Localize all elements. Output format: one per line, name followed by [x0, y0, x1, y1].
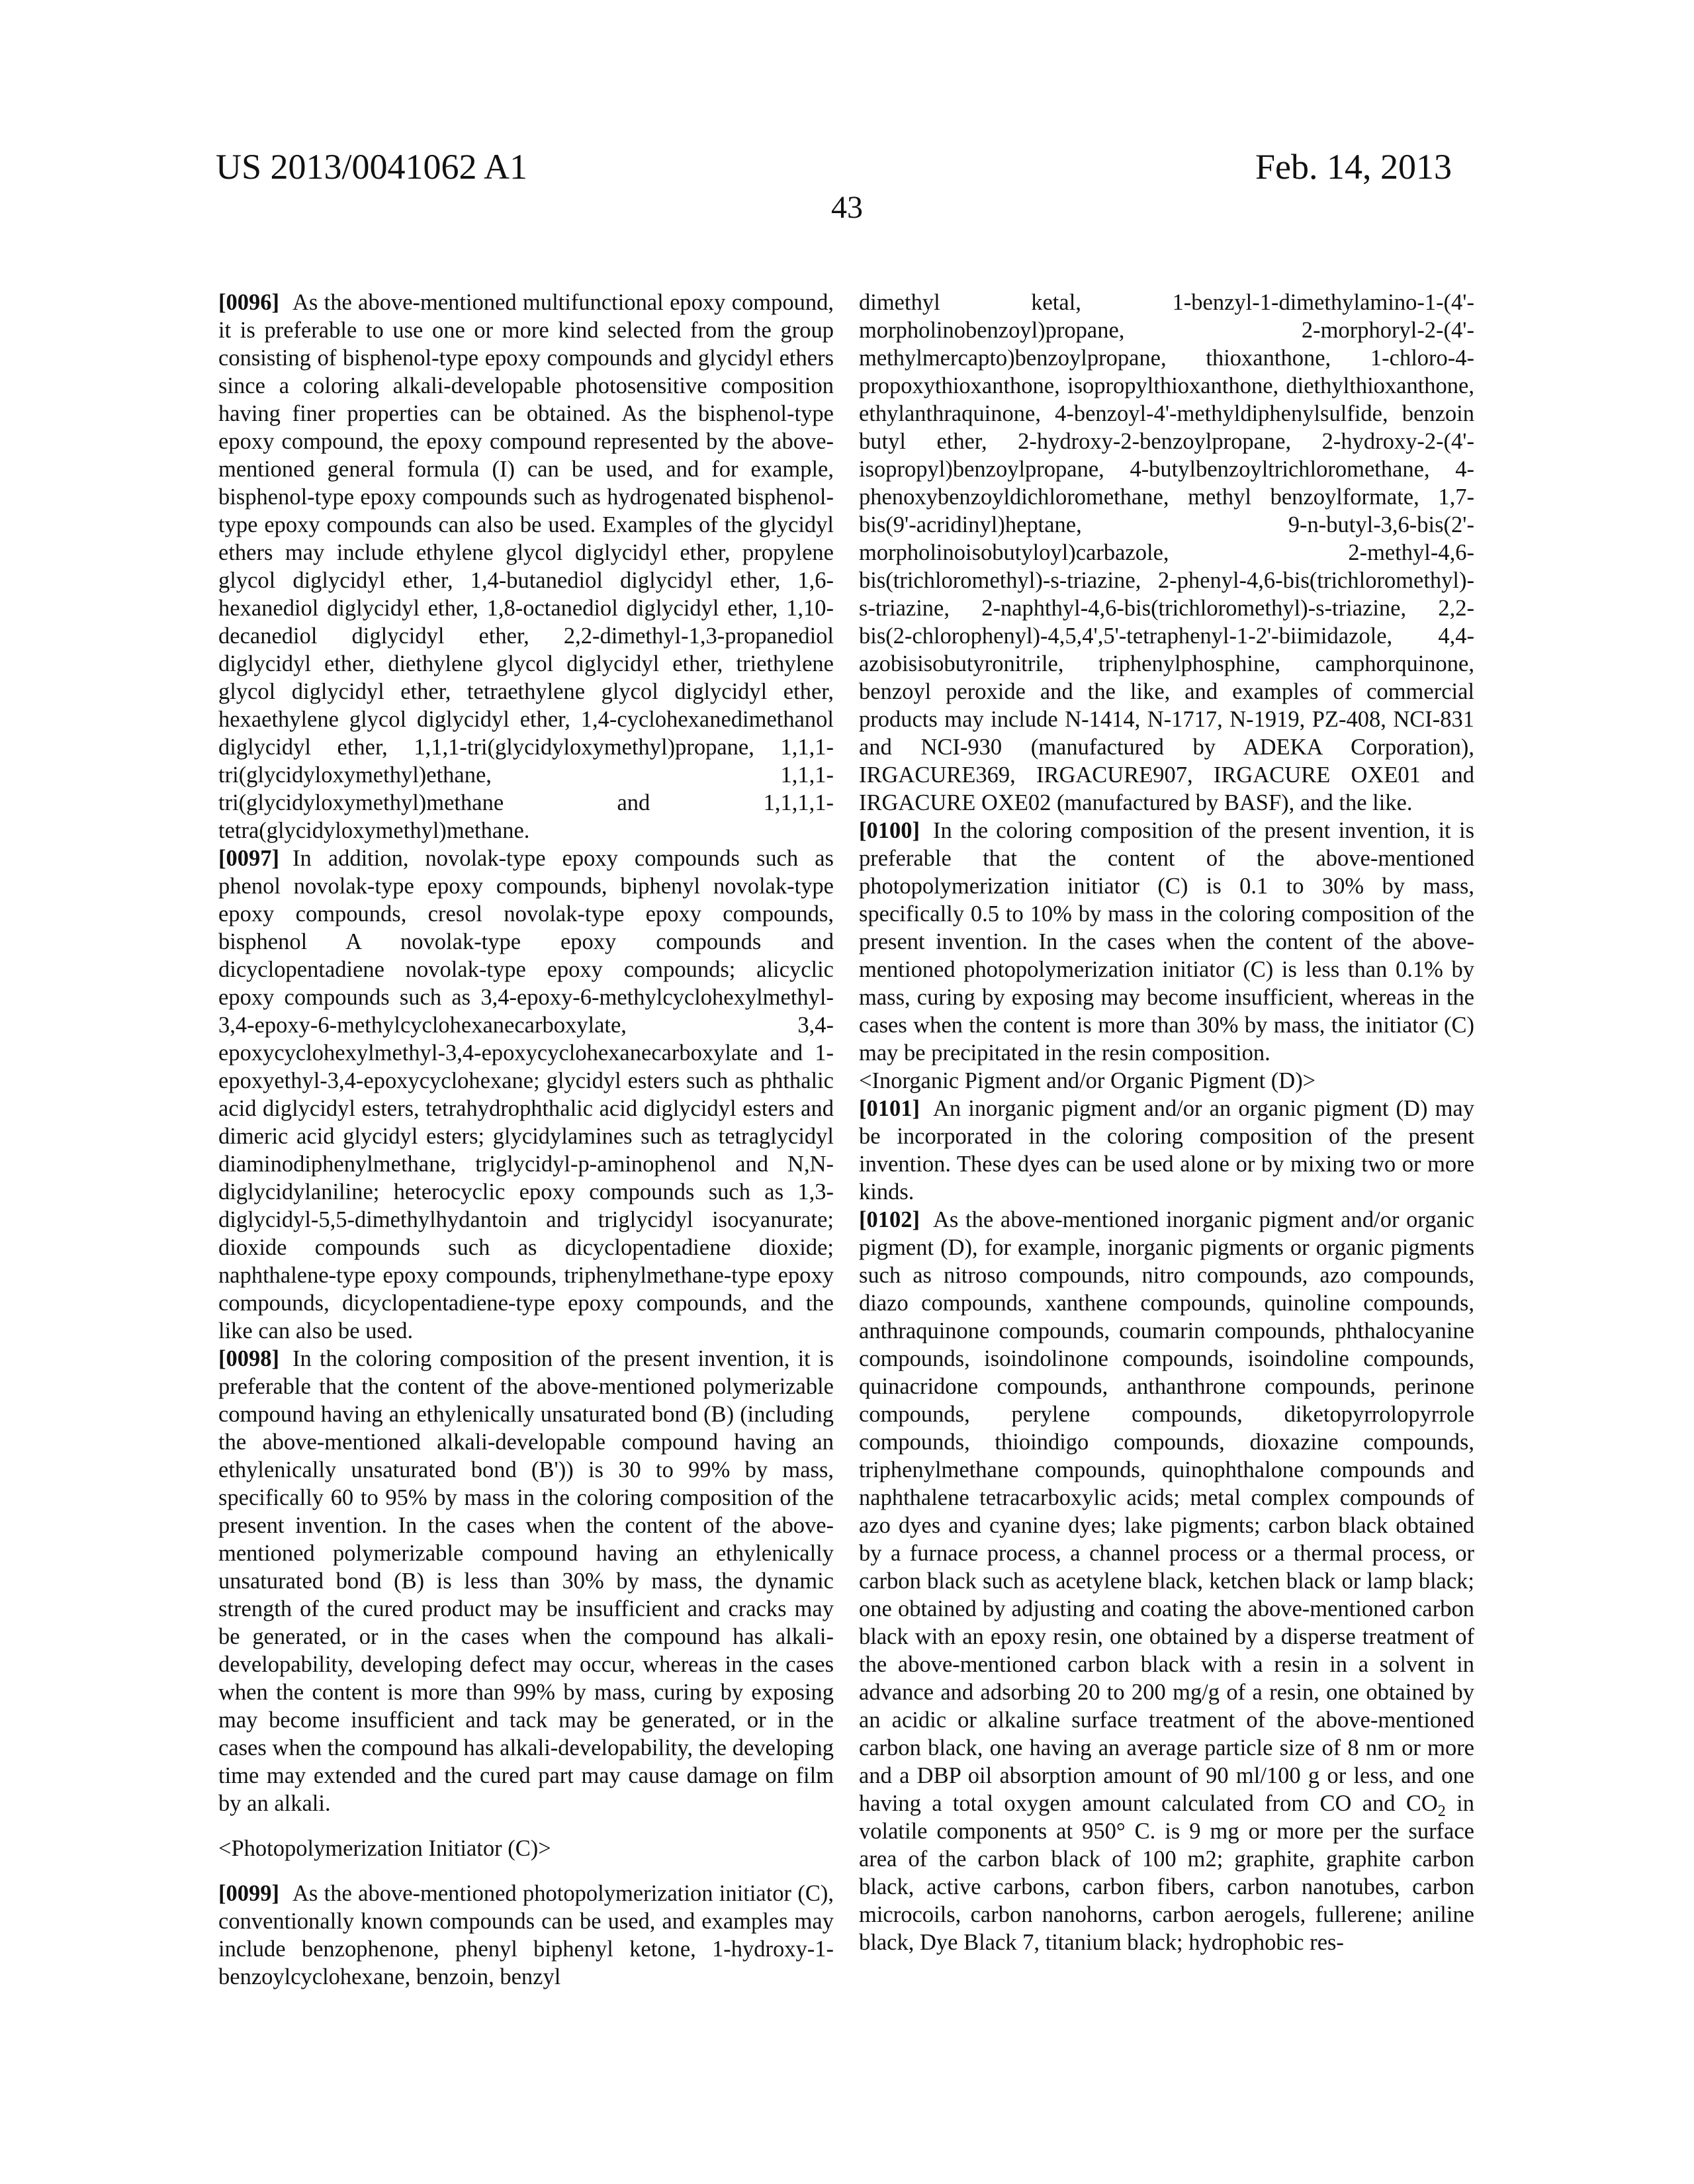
paragraph-text: As the above-mentioned multifunctional epoxy compound, it is preferable to use one or more kind selected from the group consisting of bisphenol-type epoxy compounds and glycidyl ethers since a coloring alkali-developable photosensitive composition having finer properties can be obtained. As the bisphenol-type epoxy compound, the epoxy compound represented by the above-mentioned general formula (I) can be used, and for example, bisphenol-type epoxy compounds such as hydrogenated bisphenol-type epoxy compounds can also be used. Examples of the glycidyl ethers may include ethylene glycol diglycidyl ether, propylene glycol diglycidyl ether, 1,4-butanediol diglycidyl ether, 1,6-hexanediol diglycidyl ether, 1,8-octanediol diglycidyl ether, 1,10-decanediol diglycidyl ether, 2,2-dimethyl-1,3-propanediol diglycidyl ether, diethylene glycol diglycidyl ether, triethylene glycol diglycidyl ether, tetraethylene glycol diglycidyl ether, hexaethylene glycol diglycidyl ether, 1,4-cyclohexanedimethanol diglycidyl ether, 1,1,1-tri(glycidyloxymethyl)propane, 1,1,1-tri(glycidyloxymethyl)ethane, 1,1,1-tri(glycidyloxymethyl)methane and 1,1,1,1-tetra(glycidyloxymethyl)methane. [218, 290, 834, 843]
patent-page [0, 0, 1694, 2184]
publication-number: US 2013/0041062 A1 [216, 147, 527, 187]
paragraph-text: In addition, novolak-type epoxy compounds such as phenol novolak-type epoxy compounds, biphenyl novolak-type epoxy compounds, cresol novolak-type epoxy compounds, bisphenol A novolak-type epoxy compounds and dicyclopentadiene novolak-type epoxy compounds; alicyclic epoxy compounds such as 3,4-epoxy-6-methylcyclohexylmethyl-3,4-epoxy-6-methylcyclohexanecarboxylate, 3,4-epoxycyclohexylmethyl-3,4-epoxycyclohexanecarboxylate and 1-epoxyethyl-3,4-epoxycyclohexane; glycidyl esters such as phthalic acid diglycidyl esters, tetrahydrophthalic acid diglycidyl esters and dimeric acid glycidyl esters; glycidylamines such as tetraglycidyl diaminodiphenylmethane, triglycidyl-p-aminophenol and N,N-diglycidylaniline; heterocyclic epoxy compounds such as 1,3-diglycidyl-5,5-dimethylhydantoin and triglycidyl isocyanurate; dioxide compounds such as dicyclopentadiene dioxide; naphthalene-type epoxy compounds, triphenylmethane-type epoxy compounds, dicyclopentadiene-type epoxy compounds, and the like can also be used. [218, 846, 834, 1343]
paragraph-text-continued: in volatile components at 950° C. is 9 mg or more per the surface area of the carbon black of 100 m2; graphite, graphite carbon black, active carbons, carbon fibers, carbon nanotubes, carbon microcoils, carbon nanohorns, carbon aerogels, fullerene; aniline black, Dye Black 7, titanium black; hydrophobic res- [859, 1791, 1474, 1955]
left-column [218, 289, 834, 1991]
paragraph-number: [0097] [218, 846, 279, 871]
page-number: 43 [0, 189, 1694, 226]
paragraph-0096 [218, 289, 834, 844]
paragraph-0099 [218, 1880, 834, 1991]
paragraph-text: As the above-mentioned inorganic pigment and/or organic pigment (D), for example, inorganic pigments or organic pigments such as nitroso compounds, nitro compounds, azo compounds, diazo compounds, xanthene compounds, quinoline compounds, anthraquinone compounds, coumarin compounds, phthalocyanine compounds, isoindolinone compounds, isoindoline compounds, quinacridone compounds, anthanthrone compounds, perinone compounds, perylene compounds, diketopyrrolopyrrole compounds, thioindigo compounds, dioxazine compounds, triphenylmethane compounds, quinophthalone compounds and naphthalene tetracarboxylic acids; metal complex compounds of azo dyes and cyanine dyes; lake pigments; carbon black obtained by a furnace process, a channel process or a thermal process, or carbon black such as acetylene black, ketchen black or lamp black; one obtained by adjusting and coating the above-mentioned carbon black with an epoxy resin, one obtained by a disperse treatment of the above-mentioned carbon black with a resin in a solvent in advance and adsorbing 20 to 200 mg/g of a resin, one obtained by an acidic or alkaline surface treatment of the above-mentioned carbon black, one having an average particle size of 8 nm or more and a DBP oil absorption amount of 90 ml/100 g or less, and one having a total oxygen amount calculated from CO and CO [859, 1207, 1474, 1816]
paragraph-number: [0098] [218, 1346, 279, 1371]
section-heading-photopolymerization-initiator: <Photopolymerization Initiator (C)> [218, 1835, 834, 1862]
section-heading-pigment: <Inorganic Pigment and/or Organic Pigment (D)> [859, 1067, 1474, 1095]
paragraph-0102 [859, 1206, 1474, 1956]
paragraph-number: [0099] [218, 1881, 279, 1906]
paragraph-0098 [218, 1345, 834, 1817]
paragraph-text: An inorganic pigment and/or an organic pigment (D) may be incorporated in the coloring composition of the present invention. These dyes can be used alone or by mixing two or more kinds. [859, 1096, 1474, 1205]
paragraph-number: [0101] [859, 1096, 920, 1121]
paragraph-0099-continued: dimethyl ketal, 1-benzyl-1-dimethylamino-1-(4'-morpholinobenzoyl)propane, 2-morphoryl-2-(4'-methylmercapto)benzoylpropane, thioxanthone, 1-chloro-4-propoxythioxanthone, isopropylthioxanthone, diethylthioxanthone, ethylanthraquinone, 4-benzoyl-4'-methyldiphenylsulfide, benzoin butyl ether, 2-hydroxy-2-benzoylpropane, 2-hydroxy-2-(4'-isopropyl)benzoylpropane, 4-butylbenzoyltrichloromethane, 4-phenoxybenzoyldichloromethane, methyl benzoylformate, 1,7-bis(9'-acridinyl)heptane, 9-n-butyl-3,6-bis(2'-morpholinoisobutyloyl)carbazole, 2-methyl-4,6-bis(trichloromethyl)-s-triazine, 2-phenyl-4,6-bis(trichloromethyl)-s-triazine, 2-naphthyl-4,6-bis(trichloromethyl)-s-triazine, 2,2-bis(2-chlorophenyl)-4,5,4',5'-tetraphenyl-1-2'-biimidazole, 4,4-azobisisobutyronitrile, triphenylphosphine, camphorquinone, benzoyl peroxide and the like, and examples of commercial products may include N-1414, N-1717, N-1919, PZ-408, NCI-831 and NCI-930 (manufactured by ADEKA Corporation), IRGACURE369, IRGACURE907, IRGACURE OXE01 and IRGACURE OXE02 (manufactured by BASF), and the like. [859, 289, 1474, 817]
paragraph-text: In the coloring composition of the present invention, it is preferable that the content of the above-mentioned polymerizable compound having an ethylenically unsaturated bond (B) (including the above-mentioned alkali-developable compound having an ethylenically unsaturated bond (B')) is 30 to 99% by mass, specifically 60 to 95% by mass in the coloring composition of the present invention. In the cases when the content of the above-mentioned polymerizable compound having an ethylenically unsaturated bond (B) is less than 30% by mass, the dynamic strength of the cured product may be insufficient and cracks may be generated, or in the cases when the compound has alkali-developability, developing defect may occur, whereas in the cases when the content is more than 99% by mass, curing by exposing may become insufficient and tack may be generated, or in the cases when the compound has alkali-developability, the developing time may extended and the cured part may cause damage on film by an alkali. [218, 1346, 834, 1816]
subscript: 2 [1438, 1802, 1446, 1820]
publication-date: Feb. 14, 2013 [1255, 147, 1452, 187]
paragraph-number: [0100] [859, 818, 920, 843]
paragraph-text: In the coloring composition of the present invention, it is preferable that the content of the above-mentioned photopolymerization initiator (C) is 0.1 to 30% by mass, specifically 0.5 to 10% by mass in the coloring composition of the present invention. In the cases when the content of the above-mentioned photopolymerization initiator (C) is less than 0.1% by mass, curing by exposing may become insufficient, whereas in the cases when the content is more than 30% by mass, the initiator (C) may be precipitated in the resin composition. [859, 818, 1474, 1066]
paragraph-0101 [859, 1095, 1474, 1206]
right-column [859, 289, 1474, 1956]
paragraph-number: [0096] [218, 290, 279, 315]
paragraph-number: [0102] [859, 1207, 920, 1232]
paragraph-0100 [859, 817, 1474, 1067]
paragraph-0097 [218, 844, 834, 1345]
paragraph-text: As the above-mentioned photopolymerization initiator (C), conventionally known compounds can be used, and examples may include benzophenone, phenyl biphenyl ketone, 1-hydroxy-1-benzoylcyclohexane, benzoin, benzyl [218, 1881, 834, 1989]
